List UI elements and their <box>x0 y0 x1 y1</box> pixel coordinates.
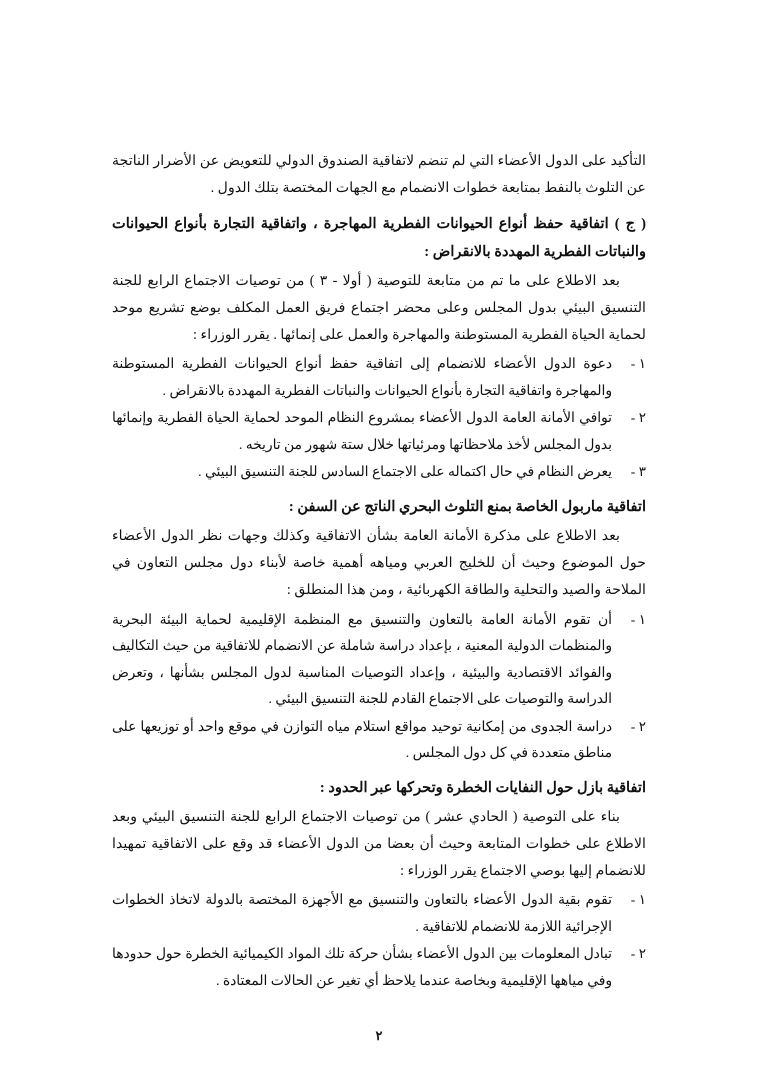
intro-paragraph <box>112 148 646 203</box>
list-marker: ٣ - <box>630 464 646 480</box>
intro-line-1: التأكيد على الدول الأعضاء التي لم تنضم لاتفاقية الصندوق الدولي للتعويض عن الأضرار الناتجة <box>112 153 646 169</box>
list-text: أن تقوم الأمانة العامة بالتعاون والتنسيق مع المنظمة الإقليمية لحماية البيئة البحرية والمنظمات الدولية المعنية ، بإعداد دراسة شاملة عن الانضمام للاتفاقية من حيث التكاليف والفوائد الاقتصادية والبيئية ، وإعداد التوصيات المناسبة لدول المجلس بشأنها ، وتعرض الدراسة والتوصيات على الاجتماع القادم للجنة التنسيق البيئي . <box>112 611 612 707</box>
list-text: توافي الأمانة العامة الدول الأعضاء بمشروع النظام الموحد لحماية الحياة الفطرية وإنمائها بدول المجلس لأخذ ملاحظاتها ومرئياتها خلال ستة شهور من تاريخه . <box>112 410 612 452</box>
list-marker: ١ - <box>630 892 646 908</box>
section-c <box>112 210 646 486</box>
list-marker: ٢ - <box>630 718 646 734</box>
list-item <box>112 941 646 994</box>
section-marpol-intro: بعد الاطلاع على مذكرة الأمانة العامة بشأن الاتفاقية وكذلك وجهات نظر الدول الأعضاء حول الموضوع وحيث أن للخليج العربي ومياهه أهمية خاصة لأبناء دول مجلس التعاون في الملاحة والصيد والتحلية والطاقة الكهربائية ، ومن هذا المنطلق : <box>112 527 646 599</box>
list-text: دعوة الدول الأعضاء للانضمام إلى اتفاقية حفظ أنواع الحيوانات الفطرية المستوطنة والمهاجرة واتفاقية التجارة بأنواع الحيوانات والنباتات الفطرية المهددة بالانقراض . <box>112 356 612 398</box>
section-basel-heading: اتفاقية بازل حول النفايات الخطرة وتحركها عبر الحدود : <box>319 779 646 796</box>
list-text: يعرض النظام في حال اكتماله على الاجتماع السادس للجنة التنسيق البيئي . <box>198 464 612 480</box>
section-marpol-heading: اتفاقية ماربول الخاصة بمنع التلوث البحري الناتج عن السفن : <box>288 498 646 515</box>
list-item <box>112 405 646 458</box>
list-marker: ٢ - <box>630 946 646 962</box>
list-text: دراسة الجدوى من إمكانية توحيد مواقع استلام مياه التوازن في موقع واحد أو توزيعها على مناطق متعددة في كل دول المجلس . <box>112 718 612 761</box>
page-number: ٢ <box>375 1028 383 1043</box>
list-marker: ١ - <box>630 611 646 627</box>
list-item <box>112 607 646 713</box>
section-marpol <box>112 493 646 767</box>
list-text: تقوم بقية الدول الأعضاء بالتعاون والتنسيق مع الأجهزة المختصة بالدولة لاتخاذ الخطوات الإجرائية اللازمة للانضمام للاتفاقية . <box>112 892 612 934</box>
list-item <box>112 459 646 485</box>
list-marker: ١ - <box>630 356 646 372</box>
section-basel <box>112 774 646 995</box>
list-text: تبادل المعلومات بين الدول الأعضاء بشأن حركة تلك المواد الكيميائية الخطرة حول حدودها وفي مياهها الإقليمية وبخاصة عندما يلاحظ أي تغير عن الحالات المعتادة . <box>112 946 612 988</box>
list-item <box>112 887 646 940</box>
list-marker: ٢ - <box>630 410 646 426</box>
document-body <box>112 148 646 994</box>
list-item <box>112 714 646 767</box>
intro-line-2: عن التلوث بالنفط بمتابعة خطوات الانضمام مع الجهات المختصة بتلك الدول . <box>210 180 646 197</box>
list-item <box>112 351 646 404</box>
section-basel-intro: بناء على التوصية ( الحادي عشر ) من توصيات الاجتماع الرابع للجنة التنسيق البيئي وبعد الاطلاع على خطوات المتابعة وحيث أن بعضا من الدول الأعضاء قد وقع على الاتفاقية تمهيدا للانضمام إليها بوصي الاجتماع يقرر الوزراء : <box>112 808 646 880</box>
section-c-heading: ( ج ) اتفاقية حفظ أنواع الحيوانات الفطرية المهاجرة ، واتفاقية التجارة بأنواع الحيوانات والنباتات الفطرية المهددة بالانقراض : <box>112 215 646 260</box>
section-c-intro: بعد الاطلاع على ما تم من متابعة للتوصية ( أولا - ٣ ) من توصيات الاجتماع الرابع للجنة التنسيق البيئي بدول المجلس وعلى محضر اجتماع فريق العمل المكلف بوضع تشريع موحد لحماية الحياة الفطرية المستوطنة والمهاجرة والعمل على إنمائها . يقرر الوزراء : <box>112 272 646 344</box>
